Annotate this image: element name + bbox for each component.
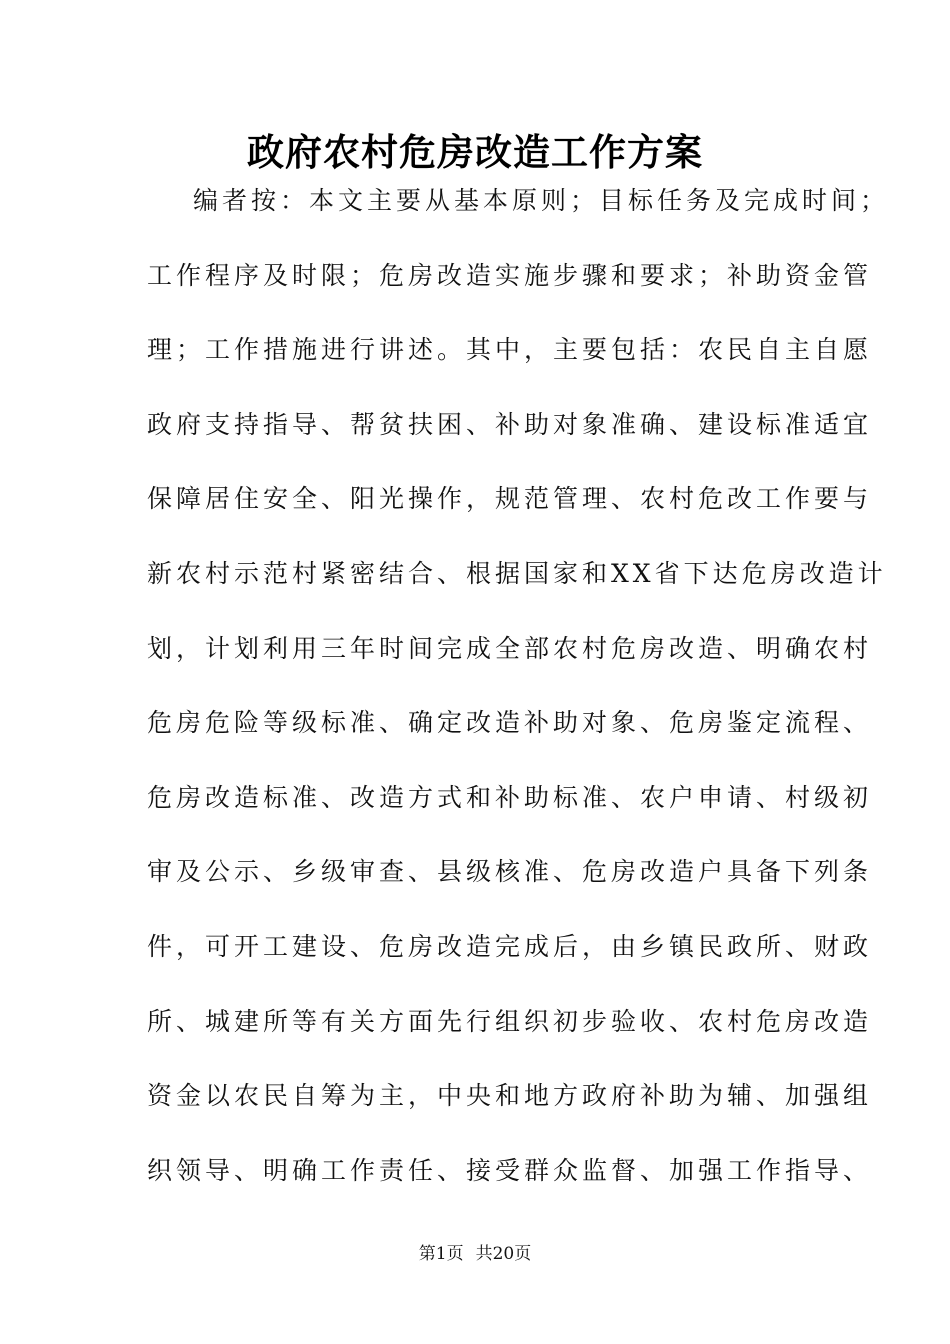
body-line: 新农村示范村紧密结合、根据国家和XX省下达危房改造计 <box>147 558 887 588</box>
body-line: 危房改造标准、改造方式和补助标准、农户申请、村级初 <box>147 782 873 812</box>
page-total: 共20页 <box>475 1244 532 1264</box>
document-body <box>147 180 890 1224</box>
document-title: 政府农村危房改造工作方案 <box>247 130 703 174</box>
body-line: 资金以农民自筹为主，中央和地方政府补助为辅、加强组 <box>147 1081 873 1111</box>
body-line: 所、城建所等有关方面先行组织初步验收、农村危房改造 <box>147 1006 873 1036</box>
body-line: 政府支持指导、帮贫扶困、补助对象准确、建设标准适宜 <box>147 409 873 439</box>
body-line: 保障居住安全、阳光操作，规范管理、农村危改工作要与 <box>147 484 873 514</box>
body-line: 件，可开工建设、危房改造完成后，由乡镇民政所、财政 <box>147 931 873 961</box>
body-line: 危房危险等级标准、确定改造补助对象、危房鉴定流程、 <box>147 708 873 738</box>
body-line: 编者按：本文主要从基本原则；目标任务及完成时间； <box>193 186 890 215</box>
page-number: 第1页 <box>418 1244 464 1264</box>
body-line: 织领导、明确工作责任、接受群众监督、加强工作指导、 <box>147 1155 873 1185</box>
body-line: 审及公示、乡级审查、县级核准、危房改造户具备下列条 <box>147 857 873 887</box>
body-line: 划，计划利用三年时间完成全部农村危房改造、明确农村 <box>147 633 873 663</box>
body-line: 工作程序及时限；危房改造实施步骤和要求；补助资金管 <box>147 260 873 290</box>
page-footer <box>0 1240 950 1268</box>
body-line: 理；工作措施进行讲述。其中，主要包括：农民自主自愿 <box>147 335 873 365</box>
